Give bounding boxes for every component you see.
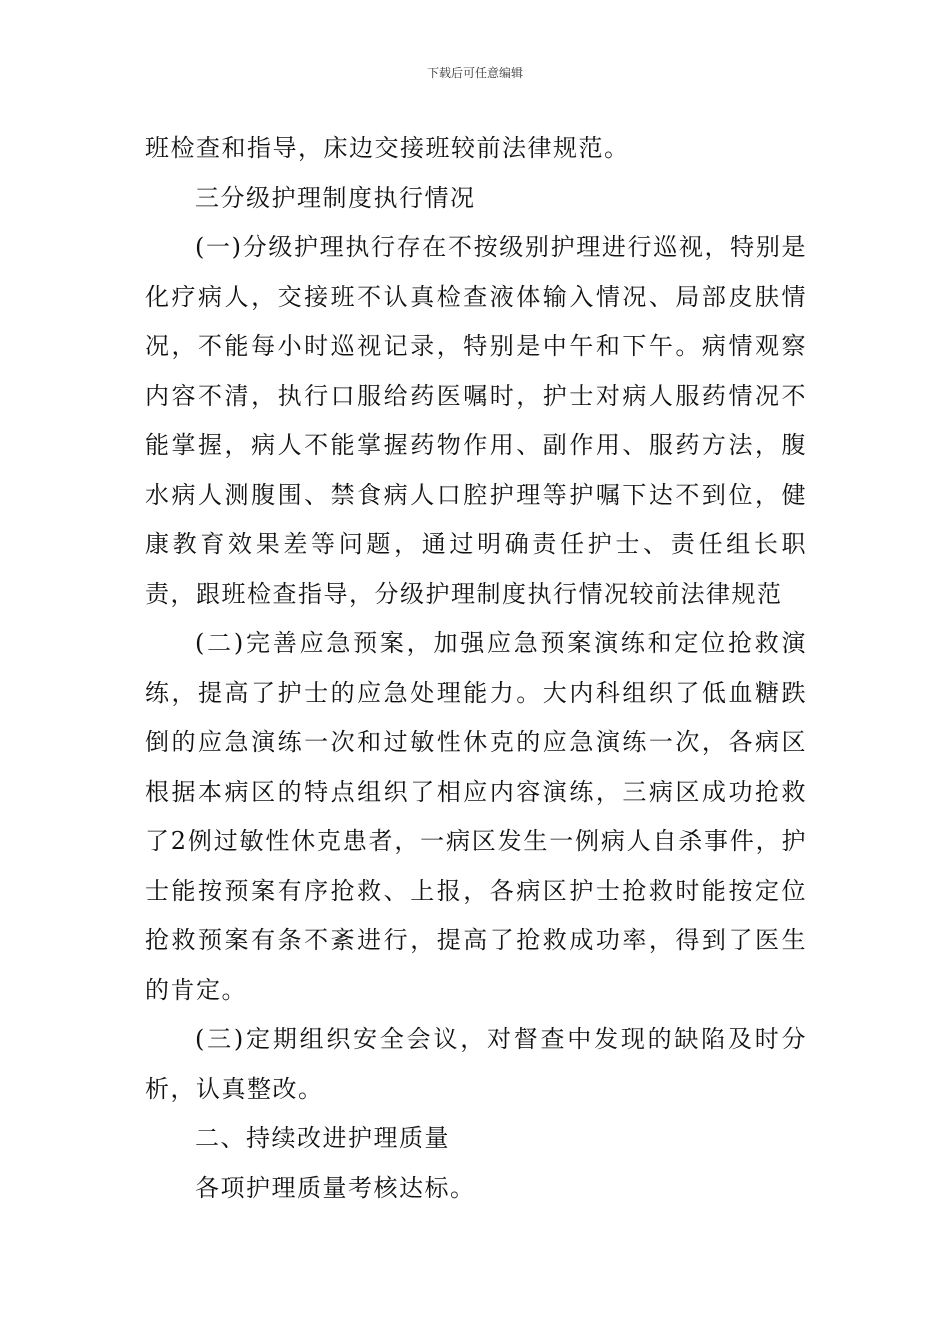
paragraph-continuation: 班检查和指导，床边交接班较前法律规范。 [145,134,630,162]
paragraph-item-3: (三)定期组织安全会议，对督查中发现的缺陷及时分析，认真整改。 [145,1025,807,1103]
section-heading-nursing-levels: 三分级护理制度执行情况 [195,183,476,212]
paragraph-quality: 各项护理质量考核达标。 [195,1173,476,1202]
paragraph-item-2: (二)完善应急预案，加强应急预案演练和定位抢救演练，提高了护士的应急处理能力。大内科组织了低血糖跌倒的应急演练一次和过敏性休克的应急演练一次，各病区根据本病区的特点组织了相应内容演练，三病区成功抢救了2例过敏性休克患者，一病区发生一例病人自杀事件，护士能按预案有序抢救、上报，各病区护士抢救时能按定位抢救预案有条不紊进行，提高了抢救成功率，得到了医生的肯定。 [145,629,807,1004]
section-heading-quality: 二、持续改进护理质量 [195,1124,450,1152]
paragraph-item-1: (一)分级护理执行存在不按级别护理进行巡视，特别是化疗病人，交接班不认真检查液体输入情况、局部皮肤情况，不能每小时巡视记录，特别是中午和下午。病情观察内容不清，执行口服给药医嘱时，护士对病人服药情况不能掌握，病人不能掌握药物作用、副作用、服药方法，腹水病人测腹围、禁食病人口腔护理等护嘱下达不到位，健康教育效果差等问题，通过明确责任护士、责任组长职责，跟班检查指导，分级护理制度执行情况较前法律规范 [145,233,807,608]
page-header-note: 下载后可任意编辑 [426,66,523,80]
document-body [145,124,807,1213]
